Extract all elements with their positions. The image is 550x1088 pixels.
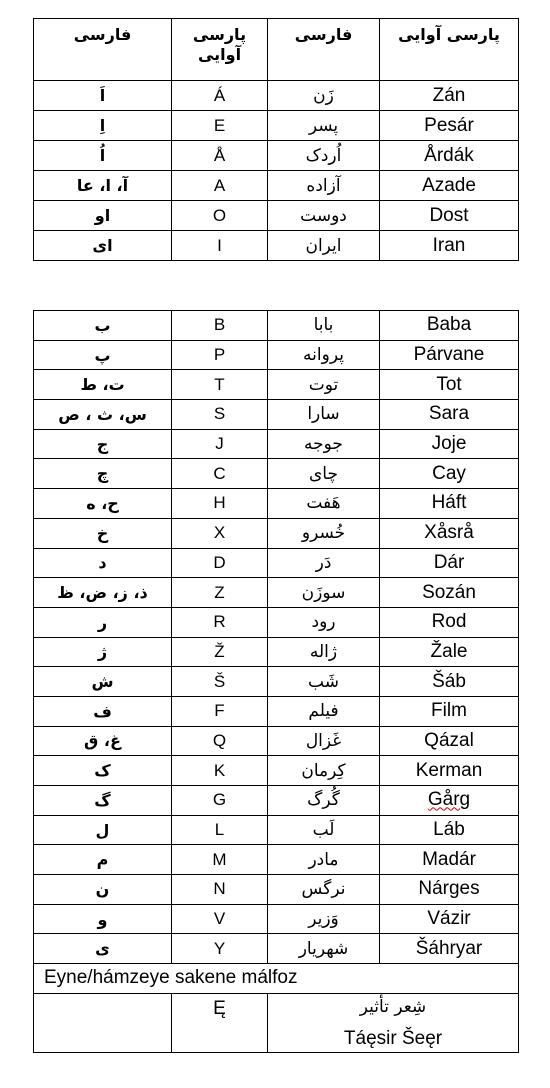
- farsi-letter-cell: م: [34, 845, 172, 875]
- farsi-letter-cell: اُ: [34, 141, 172, 171]
- latin-word-cell: Årdák: [380, 141, 519, 171]
- farsi-word-cell: رود: [268, 607, 380, 637]
- latin-letter-cell: Š: [172, 667, 268, 697]
- table-row: [34, 111, 519, 141]
- note-row: [34, 964, 519, 994]
- table-row: [34, 141, 519, 171]
- farsi-letter-cell: او: [34, 201, 172, 231]
- latin-letter-cell: J: [172, 429, 268, 459]
- farsi-letter-cell: و: [34, 904, 172, 934]
- latin-word-cell: Háft: [380, 489, 519, 519]
- latin-letter-cell: Q: [172, 726, 268, 756]
- farsi-letter-cell: ش: [34, 667, 172, 697]
- farsi-letter-cell: د: [34, 548, 172, 578]
- header-phonetic-line2: آوایی: [197, 45, 242, 64]
- latin-letter-cell: M: [172, 845, 268, 875]
- latin-letter-cell: L: [172, 815, 268, 845]
- latin-letter-cell: X: [172, 518, 268, 548]
- latin-letter-cell: Y: [172, 934, 268, 964]
- latin-word-cell: Sara: [380, 400, 519, 430]
- hamza-farsi-letter: [34, 993, 172, 1052]
- latin-letter-cell: V: [172, 904, 268, 934]
- latin-word-cell: Gårg: [380, 786, 519, 816]
- latin-word-cell: Azade: [380, 171, 519, 201]
- farsi-word-cell: سوزَن: [268, 578, 380, 608]
- farsi-word-cell: شهریار: [268, 934, 380, 964]
- header-farsi-letter: فارسی: [34, 19, 172, 81]
- table-row: [34, 726, 519, 756]
- farsi-word-cell: گُرگ: [268, 786, 380, 816]
- hamza-farsi-words: شِعر تأثیر: [359, 996, 427, 1017]
- latin-word-cell: Dár: [380, 548, 519, 578]
- latin-letter-cell: B: [172, 311, 268, 341]
- farsi-letter-cell: ی: [34, 934, 172, 964]
- hamza-latin-words: Táęsir Šeęr: [343, 1027, 443, 1049]
- farsi-word-cell: بابا: [268, 311, 380, 341]
- table-row: [34, 578, 519, 608]
- latin-word-cell: Vázir: [380, 904, 519, 934]
- farsi-letter-cell: ف: [34, 696, 172, 726]
- farsi-letter-cell: ج: [34, 429, 172, 459]
- latin-letter-cell: Ž: [172, 637, 268, 667]
- latin-word-cell: Dost: [380, 201, 519, 231]
- latin-letter-cell: D: [172, 548, 268, 578]
- table-row: [34, 171, 519, 201]
- farsi-word-cell: توت: [268, 370, 380, 400]
- table-row: [34, 311, 519, 341]
- latin-word-cell: Qázal: [380, 726, 519, 756]
- farsi-word-cell: شَب: [268, 667, 380, 697]
- latin-letter-cell: R: [172, 607, 268, 637]
- hamza-examples: [268, 993, 519, 1052]
- latin-letter-cell: F: [172, 696, 268, 726]
- table-row: [34, 756, 519, 786]
- latin-letter-cell: T: [172, 370, 268, 400]
- latin-word-cell: Tot: [380, 370, 519, 400]
- latin-word-cell: Baba: [380, 311, 519, 341]
- latin-word-cell: Joje: [380, 429, 519, 459]
- latin-word-cell: Rod: [380, 607, 519, 637]
- farsi-letter-cell: غ، ق: [34, 726, 172, 756]
- farsi-word-cell: مادر: [268, 845, 380, 875]
- latin-word-cell: Sozán: [380, 578, 519, 608]
- farsi-letter-cell: ن: [34, 875, 172, 905]
- farsi-word-cell: سارا: [268, 400, 380, 430]
- farsi-letter-cell: گ: [34, 786, 172, 816]
- farsi-word-cell: فیلم: [268, 696, 380, 726]
- farsi-word-cell: وَزیر: [268, 904, 380, 934]
- latin-word-cell: Šáhryar: [380, 934, 519, 964]
- latin-letter-cell: Å: [172, 141, 268, 171]
- latin-letter-cell: G: [172, 786, 268, 816]
- farsi-word-cell: جوجه: [268, 429, 380, 459]
- table-row: [34, 696, 519, 726]
- latin-letter-cell: C: [172, 459, 268, 489]
- header-phonetic-letter: [172, 19, 268, 81]
- farsi-letter-cell: ای: [34, 231, 172, 261]
- farsi-letter-cell: ل: [34, 815, 172, 845]
- latin-word-cell: Madár: [380, 845, 519, 875]
- farsi-word-cell: چای: [268, 459, 380, 489]
- table-row: [34, 934, 519, 964]
- latin-word-cell: Iran: [380, 231, 519, 261]
- latin-letter-cell: Z: [172, 578, 268, 608]
- latin-word-cell: Pesár: [380, 111, 519, 141]
- farsi-word-cell: دوست: [268, 201, 380, 231]
- table-row: [34, 786, 519, 816]
- latin-word-cell: Láb: [380, 815, 519, 845]
- latin-letter-cell: Á: [172, 81, 268, 111]
- farsi-letter-cell: اَ: [34, 81, 172, 111]
- header-farsi-word: فارسی: [268, 19, 380, 81]
- latin-word-cell: Nárges: [380, 875, 519, 905]
- farsi-letter-cell: س، ث ، ص: [34, 400, 172, 430]
- latin-word-cell: Žale: [380, 637, 519, 667]
- hamza-latin-letter: Ę: [172, 993, 268, 1052]
- farsi-letter-cell: ب: [34, 311, 172, 341]
- latin-letter-cell: H: [172, 489, 268, 519]
- table-row: [34, 607, 519, 637]
- table-row: [34, 81, 519, 111]
- farsi-letter-cell: ت، ط: [34, 370, 172, 400]
- farsi-letter-cell: ژ: [34, 637, 172, 667]
- farsi-word-cell: ایران: [268, 231, 380, 261]
- table-row: [34, 845, 519, 875]
- farsi-word-cell: هَفت: [268, 489, 380, 519]
- farsi-word-cell: اُردک: [268, 141, 380, 171]
- farsi-letter-cell: ر: [34, 607, 172, 637]
- farsi-word-cell: آزاده: [268, 171, 380, 201]
- latin-word-cell: Párvane: [380, 340, 519, 370]
- note-text: Eyne/hámzeye sakene málfoz: [34, 964, 519, 994]
- latin-word-cell: Šáb: [380, 667, 519, 697]
- farsi-word-cell: لَب: [268, 815, 380, 845]
- latin-letter-cell: O: [172, 201, 268, 231]
- table-row: [34, 489, 519, 519]
- farsi-letter-cell: پ: [34, 340, 172, 370]
- table-row: [34, 340, 519, 370]
- latin-letter-cell: K: [172, 756, 268, 786]
- consonant-table: [33, 310, 519, 1053]
- farsi-word-cell: خُسرو: [268, 518, 380, 548]
- latin-word-cell: Kerman: [380, 756, 519, 786]
- latin-word-cell: Film: [380, 696, 519, 726]
- farsi-word-cell: دَر: [268, 548, 380, 578]
- latin-letter-cell: A: [172, 171, 268, 201]
- latin-word-cell: Zán: [380, 81, 519, 111]
- farsi-letter-cell: خ: [34, 518, 172, 548]
- latin-letter-cell: P: [172, 340, 268, 370]
- table-row: [34, 370, 519, 400]
- vowel-table-header: [34, 19, 519, 81]
- table-row: [34, 201, 519, 231]
- farsi-letter-cell: اِ: [34, 111, 172, 141]
- latin-word-cell: Xåsrå: [380, 518, 519, 548]
- farsi-word-cell: پسر: [268, 111, 380, 141]
- latin-letter-cell: E: [172, 111, 268, 141]
- table-row: [34, 429, 519, 459]
- table-row: [34, 667, 519, 697]
- table-row: [34, 875, 519, 905]
- farsi-word-cell: پروانه: [268, 340, 380, 370]
- farsi-word-cell: زَن: [268, 81, 380, 111]
- latin-letter-cell: I: [172, 231, 268, 261]
- header-phonetic-word: پارسی آوایی: [380, 19, 519, 81]
- table-row: [34, 459, 519, 489]
- table-row: [34, 904, 519, 934]
- table-row: [34, 231, 519, 261]
- hamza-row: [34, 993, 519, 1052]
- farsi-letter-cell: ذ، ز، ض، ظ: [34, 578, 172, 608]
- farsi-letter-cell: آ، ا، عا: [34, 171, 172, 201]
- farsi-word-cell: غَزال: [268, 726, 380, 756]
- farsi-letter-cell: ک: [34, 756, 172, 786]
- farsi-letter-cell: ح، ه: [34, 489, 172, 519]
- latin-letter-cell: N: [172, 875, 268, 905]
- table-row: [34, 637, 519, 667]
- table-row: [34, 400, 519, 430]
- latin-letter-cell: S: [172, 400, 268, 430]
- table-row: [34, 518, 519, 548]
- farsi-letter-cell: چ: [34, 459, 172, 489]
- farsi-word-cell: کِرمان: [268, 756, 380, 786]
- latin-word-cell: Cay: [380, 459, 519, 489]
- vowel-table: [33, 18, 519, 261]
- table-row: [34, 548, 519, 578]
- farsi-word-cell: ژاله: [268, 637, 380, 667]
- table-row: [34, 815, 519, 845]
- farsi-word-cell: نرگس: [268, 875, 380, 905]
- header-phonetic-line1: پارسی: [192, 25, 247, 44]
